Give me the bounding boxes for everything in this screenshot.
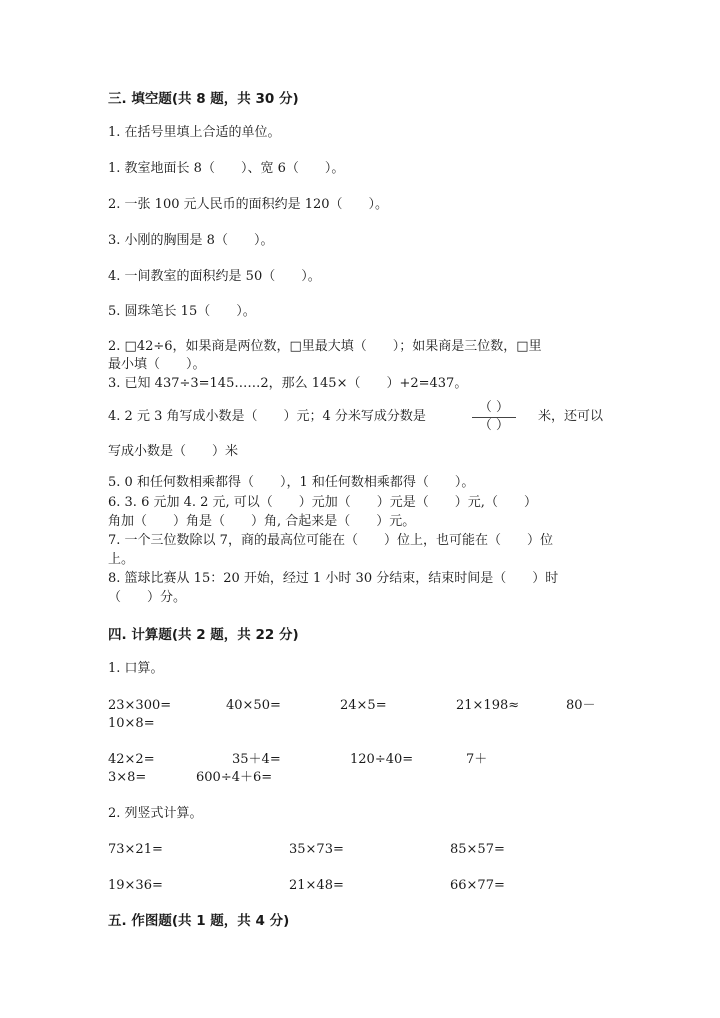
q2-line-1: 2. □42÷6，如果商是两位数，□里最大填（ ）；如果商是三位数，□里 [108,339,542,354]
q8-line-2: （ ）分。 [108,590,187,605]
calc-item: 35＋4= [232,752,281,767]
calc-item: 120÷40= [350,752,414,767]
q4-line-2: 写成小数是（ ）米 [108,444,239,459]
q8-line-1: 8. 篮球比赛从 15：20 开始，经过 1 小时 30 分结束，结束时间是（ ）时 [108,571,559,586]
calc-item-wrap: 10×8= [108,716,155,731]
calc-item-wrap: 600÷4＋6= [196,770,273,785]
q1-item-2: 2. 一张 100 元人民币的面积约是 120（ ）。 [108,197,389,212]
q4-part-2: 米，还可以 [538,409,604,424]
calc-item: 24×5= [340,698,387,713]
q3-line: 3. 已知 437÷3=145……2，那么 145×（ ）+2=437。 [108,376,468,391]
fraction-numerator: （ ） [478,400,510,415]
q1-item-5: 5. 圆珠笔长 15（ ）。 [108,304,256,319]
fraction-denominator: （ ） [478,418,510,433]
q1-item-1: 1. 教室地面长 8（ ）、宽 6（ ）。 [108,161,345,176]
vertical-calc-item: 66×77= [450,878,505,893]
section-5-heading: 五. 作图题(共 1 题，共 4 分) [108,913,290,929]
q5-line: 5. 0 和任何数相乘都得（ ），1 和任何数相乘都得（ ）。 [108,475,475,490]
calc-item: 80－ [566,698,596,713]
vertical-calc-item: 73×21= [108,842,163,857]
q1-item-3: 3. 小刚的胸围是 8（ ）。 [108,233,274,248]
calc-item: 42×2= [108,752,155,767]
q6-line-2: 角加（ ）角是（ ）角, 合起来是（ ）元。 [108,514,416,529]
vertical-calc-item: 21×48= [289,878,344,893]
section-4-heading: 四. 计算题(共 2 题，共 22 分) [108,627,299,643]
vertical-calc-item: 19×36= [108,878,163,893]
calc-item: 21×198≈ [456,698,520,713]
calc-item: 23×300= [108,698,172,713]
q2-line-2: 最小填（ ）。 [108,357,206,372]
q6-line-1: 6. 3. 6 元加 4. 2 元, 可以（ ）元加（ ）元是（ ）元,（ ） [108,495,537,510]
q1-item-4: 4. 一间教室的面积约是 50（ ）。 [108,269,321,284]
fraction-blank [472,401,516,435]
q7-line-1: 7. 一个三位数除以 7，商的最高位可能在（ ）位上，也可能在（ ）位 [108,533,553,548]
calc-q1-intro: 1. 口算。 [108,661,164,676]
calc-q2-intro: 2. 列竖式计算。 [108,806,203,821]
section-3-heading: 三. 填空题(共 8 题，共 30 分) [108,91,299,107]
calc-item: 7＋ [466,752,488,767]
q4-part-1: 4. 2 元 3 角写成小数是（ ）元；4 分米写成分数是 [108,409,426,424]
calc-item: 40×50= [226,698,281,713]
vertical-calc-item: 35×73= [289,842,344,857]
vertical-calc-item: 85×57= [450,842,505,857]
q1-intro: 1. 在括号里填上合适的单位。 [108,125,281,140]
q7-line-2: 上。 [108,552,135,567]
calc-item-wrap: 3×8= [108,770,147,785]
